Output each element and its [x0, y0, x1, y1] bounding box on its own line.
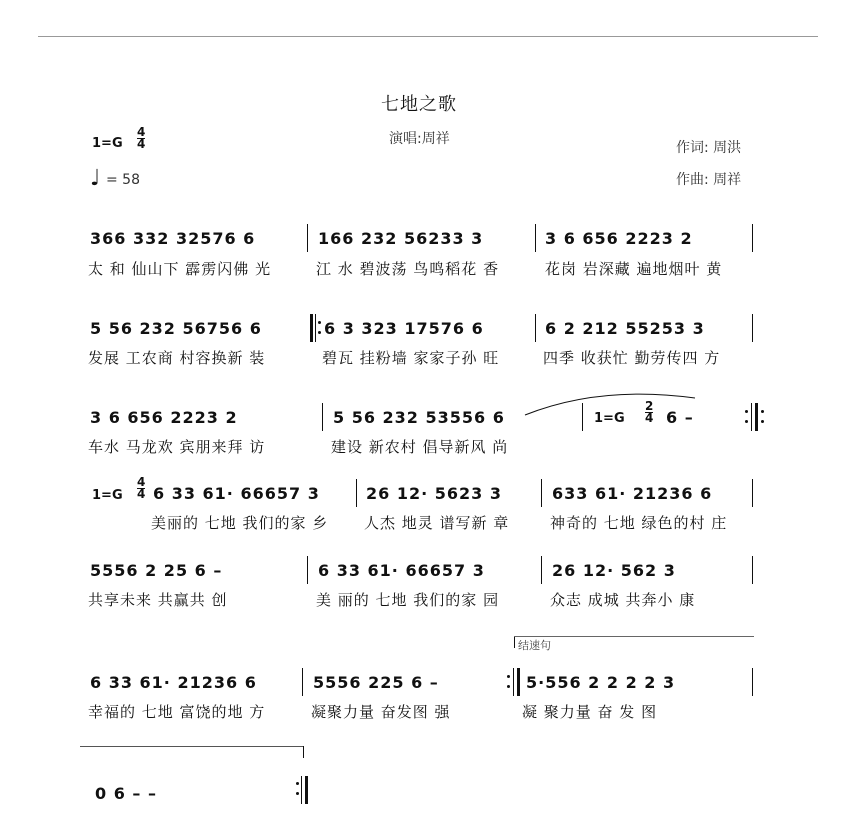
final-bar-thin: [301, 776, 302, 804]
repeat-dot: [745, 410, 748, 413]
lyrics-r4-m3: 神奇的 七地 绿色的村 庄: [550, 514, 728, 532]
repeat-end-thick: [755, 403, 758, 431]
repeat-end-thin: [751, 403, 752, 431]
final-bar-thick: [305, 776, 308, 804]
notes-r6-m2: 5556 225 6 –: [313, 673, 439, 692]
barline: [535, 314, 536, 342]
barline: [356, 479, 357, 507]
lyrics-r2-m1: 发展 工农商 村容换新 装: [88, 349, 266, 367]
notes-r2-m1: 5 56 232 56756 6: [90, 319, 262, 338]
lyrics-r3-m2: 建设 新农村 倡导新风 尚: [331, 438, 509, 456]
quarter-note-icon: ♩: [90, 166, 101, 191]
time-signature: 4 4: [137, 125, 146, 151]
notes-r1-m3: 3 6 656 2223 2: [545, 229, 693, 248]
notes-r2-m2: 6 3 323 17576 6: [324, 319, 484, 338]
barline: [752, 224, 753, 252]
key-change-chorus: 1=G: [92, 488, 123, 503]
time-change-chorus: 4 4: [137, 475, 146, 501]
repeat-dot: [318, 331, 321, 334]
lyrics-r2-m3: 四季 收获忙 勤劳传四 方: [543, 349, 721, 367]
double-bar-thin: [513, 668, 514, 696]
lyrics-r1-m2: 江 水 碧波荡 鸟鸣稻花 香: [316, 260, 500, 278]
repeat-dot: [761, 420, 764, 423]
notes-r5-m1: 5556 2 25 6 –: [90, 561, 223, 580]
repeat-dot: [296, 792, 299, 795]
tempo-marking: = 58: [106, 172, 140, 188]
bracket-line: [80, 746, 304, 747]
notes-r3-m3: 6 –: [666, 408, 694, 427]
tie-arc: [520, 390, 700, 420]
barline: [307, 556, 308, 584]
notes-r3-m1: 3 6 656 2223 2: [90, 408, 238, 427]
lyrics-r5-m2: 美 丽的 七地 我们的家 园: [316, 591, 500, 609]
song-title: 七地之歌: [381, 94, 457, 115]
repeat-dot: [507, 675, 510, 678]
barline: [752, 479, 753, 507]
barline: [752, 556, 753, 584]
notes-r1-m2: 166 232 56233 3: [318, 229, 484, 248]
lyrics-r5-m1: 共享未来 共赢共 创: [88, 591, 228, 609]
composer-credit: 作曲: 周祥: [676, 172, 742, 188]
notes-r3-m2: 5 56 232 53556 6: [333, 408, 505, 427]
repeat-dot: [745, 420, 748, 423]
lyrics-r6-m2: 凝聚力量 奋发图 强: [311, 703, 451, 721]
barline: [307, 224, 308, 252]
lyrics-r1-m1: 太 和 仙山下 霹雳闪佛 光: [88, 260, 272, 278]
ending-bracket: [514, 636, 515, 648]
repeat-start-thin: [315, 314, 316, 342]
repeat-dot: [296, 782, 299, 785]
lyrics-r6-m3: 凝 聚力量 奋 发 图: [522, 703, 658, 721]
top-rule: [38, 36, 818, 37]
barline: [541, 556, 542, 584]
lyrics-r4-m2: 人杰 地灵 谱写新 章: [364, 514, 510, 532]
barline: [541, 479, 542, 507]
repeat-start-thick: [310, 314, 313, 342]
barline: [322, 403, 323, 431]
repeat-dot: [318, 321, 321, 324]
notes-r4-m1: 6 33 61· 66657 3: [153, 484, 320, 503]
notes-r4-m2: 26 12· 5623 3: [366, 484, 502, 503]
time-change: 2 4: [645, 399, 654, 425]
singer-credit: 演唱:周祥: [389, 131, 450, 147]
repeat-dot: [761, 410, 764, 413]
notes-r6-m3: 5·556 2 2 2 2 3: [526, 673, 676, 692]
barline: [302, 668, 303, 696]
barline: [752, 668, 753, 696]
lyrics-r2-m2: 碧瓦 挂粉墙 家家子孙 旺: [322, 349, 500, 367]
barline: [535, 224, 536, 252]
notes-r6-m1: 6 33 61· 21236 6: [90, 673, 257, 692]
lyrics-r6-m1: 幸福的 七地 富饶的地 方: [88, 703, 266, 721]
key-signature: 1=G: [92, 136, 123, 151]
notes-r1-m1: 366 332 32576 6: [90, 229, 256, 248]
lyrics-r5-m3: 众志 成城 共奔小 康: [550, 591, 696, 609]
repeat-dot: [507, 685, 510, 688]
ending-label: 结速句: [518, 639, 551, 652]
lyrics-r1-m3: 花岗 岩深藏 遍地烟叶 黄: [545, 260, 723, 278]
double-bar-thick: [517, 668, 520, 696]
lyrics-r4-m1: 美丽的 七地 我们的家 乡: [151, 514, 329, 532]
lyrics-r3-m1: 车水 马龙欢 宾朋来拜 访: [88, 438, 266, 456]
lyricist-credit: 作词: 周洪: [676, 140, 742, 156]
barline: [752, 314, 753, 342]
notes-r2-m3: 6 2 212 55253 3: [545, 319, 705, 338]
key-change: 1=G: [594, 411, 625, 426]
notes-r5-m2: 6 33 61· 66657 3: [318, 561, 485, 580]
bracket-end: [303, 746, 304, 758]
notes-r5-m3: 26 12· 562 3: [552, 561, 676, 580]
notes-r7: 0 6 – –: [95, 784, 157, 803]
notes-r4-m3: 633 61· 21236 6: [552, 484, 713, 503]
